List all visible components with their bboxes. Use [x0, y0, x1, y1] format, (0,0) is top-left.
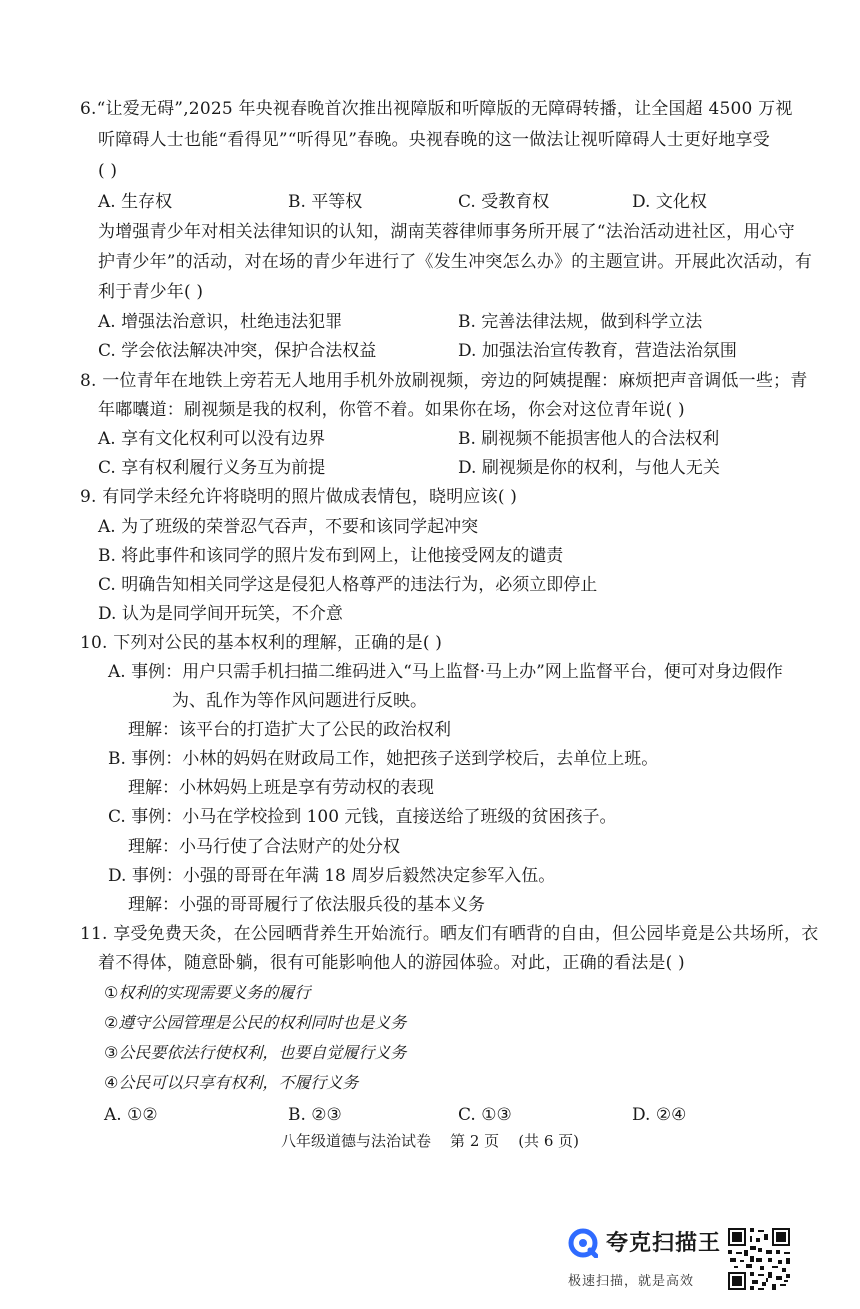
scanner-watermark — [568, 1220, 828, 1300]
q11-stem-line-2: 着不得体，随意卧躺，很有可能影响他人的游园体验。对此，正确的看法是( ) — [98, 953, 685, 973]
q6-stem-line-1: 6.“让爱无碍”,2025 年央视春晚首次推出视障版和听障版的无障碍转播，让全国超 4500 万视 — [80, 99, 793, 119]
q10-d-understanding: 理解：小强的哥哥履行了依法服兵役的基本义务 — [128, 895, 485, 915]
q11-option-b: B. ②③ — [288, 1105, 342, 1125]
q11-stem-line-1: 11. 享受免费天灸，在公园晒背养生开始流行。晒友们有晒背的自由，但公园毕竟是公共场所，衣 — [80, 924, 819, 944]
q10-a-example: A. 事例：用户只需手机扫描二维码进入“马上监督·马上办”网上监督平台，便可对身边假作 — [108, 662, 783, 682]
page-footer: 八年级道德与法治试卷 第 2 页 (共 6 页) — [280, 1132, 579, 1150]
q8-option-d: D. 刷视频是你的权利，与他人无关 — [458, 458, 720, 478]
quark-logo-icon — [568, 1228, 598, 1258]
q9-stem: 9. 有同学未经允许将晓明的照片做成表情包，晓明应该( ) — [80, 487, 518, 507]
brand-name: 夸克扫描王 — [606, 1231, 722, 1256]
q10-c-understanding: 理解：小马行使了合法财产的处分权 — [128, 837, 400, 857]
qr-code-icon — [726, 1226, 792, 1292]
q6-answer-blank: ( ) — [98, 161, 118, 181]
q6-option-d: D. 文化权 — [632, 192, 707, 212]
q10-a-understanding: 理解：该平台的打造扩大了公民的政治权利 — [128, 720, 451, 740]
q6-option-c: C. 受教育权 — [458, 192, 550, 212]
q10-stem: 10. 下列对公民的基本权利的理解，正确的是( ) — [80, 633, 443, 653]
q9-option-b: B. 将此事件和该同学的照片发布到网上，让他接受网友的谴责 — [98, 546, 564, 566]
q7-stem-line-1: 为增强青少年对相关法律知识的认知，湖南芙蓉律师事务所开展了“法治活动进社区，用心守 — [98, 222, 795, 242]
q11-statement-2: ②遵守公园管理是公民的权利同时也是义务 — [104, 1013, 407, 1032]
q7-option-b: B. 完善法律法规，做到科学立法 — [458, 312, 703, 332]
q8-stem-line-2: 年嘟囔道：刷视频是我的权利，你管不着。如果你在场，你会对这位青年说( ) — [98, 400, 685, 420]
q6-stem-line-2: 听障碍人士也能“看得见”“听得见”春晚。央视春晚的这一做法让视听障碍人士更好地享受 — [98, 130, 770, 150]
q11-option-c: C. ①③ — [458, 1105, 512, 1125]
q8-option-a: A. 享有文化权利可以没有边界 — [98, 429, 326, 449]
q11-statement-1: ①权利的实现需要义务的履行 — [104, 983, 311, 1002]
q8-option-b: B. 刷视频不能损害他人的合法权利 — [458, 429, 720, 449]
q10-b-example: B. 事例：小林的妈妈在财政局工作，她把孩子送到学校后，去单位上班。 — [108, 749, 659, 769]
q7-stem-line-3: 利于青少年( ) — [98, 282, 204, 302]
q10-d-example: D. 事例：小强的哥哥在年满 18 周岁后毅然决定参军入伍。 — [108, 866, 556, 886]
q10-b-understanding: 理解：小林妈妈上班是享有劳动权的表现 — [128, 778, 434, 798]
q10-a-example-cont: 为、乱作为等作风问题进行反映。 — [172, 691, 427, 711]
q6-option-b: B. 平等权 — [288, 192, 363, 212]
q7-stem-line-2: 护青少年”的活动，对在场的青少年进行了《发生冲突怎么办》的主题宣讲。开展此次活动，有 — [98, 252, 813, 272]
q11-statement-3: ③公民要依法行使权利，也要自觉履行义务 — [104, 1043, 407, 1062]
q9-option-d: D. 认为是同学间开玩笑，不介意 — [98, 604, 343, 624]
q7-option-d: D. 加强法治宣传教育，营造法治氛围 — [458, 341, 737, 361]
q9-option-a: A. 为了班级的荣誉忍气吞声，不要和该同学起冲突 — [98, 517, 479, 537]
q11-statement-4: ④公民可以只享有权利，不履行义务 — [104, 1073, 359, 1092]
q11-option-d: D. ②④ — [632, 1105, 687, 1125]
q7-option-a: A. 增强法治意识，杜绝违法犯罪 — [98, 312, 343, 332]
q10-c-example: C. 事例：小马在学校捡到 100 元钱，直接送给了班级的贫困孩子。 — [108, 807, 617, 827]
q11-option-a: A. ①② — [104, 1105, 158, 1125]
q7-option-c: C. 学会依法解决冲突，保护合法权益 — [98, 341, 377, 361]
q6-option-a: A. 生存权 — [98, 192, 173, 212]
q8-stem-line-1: 8. 一位青年在地铁上旁若无人地用手机外放刷视频，旁边的阿姨提醒：麻烦把声音调低一些；青 — [80, 371, 808, 391]
q8-option-c: C. 享有权利履行义务互为前提 — [98, 458, 326, 478]
brand-slogan: 极速扫描，就是高效 — [568, 1274, 695, 1289]
q9-option-c: C. 明确告知相关同学这是侵犯人格尊严的违法行为，必须立即停止 — [98, 575, 598, 595]
